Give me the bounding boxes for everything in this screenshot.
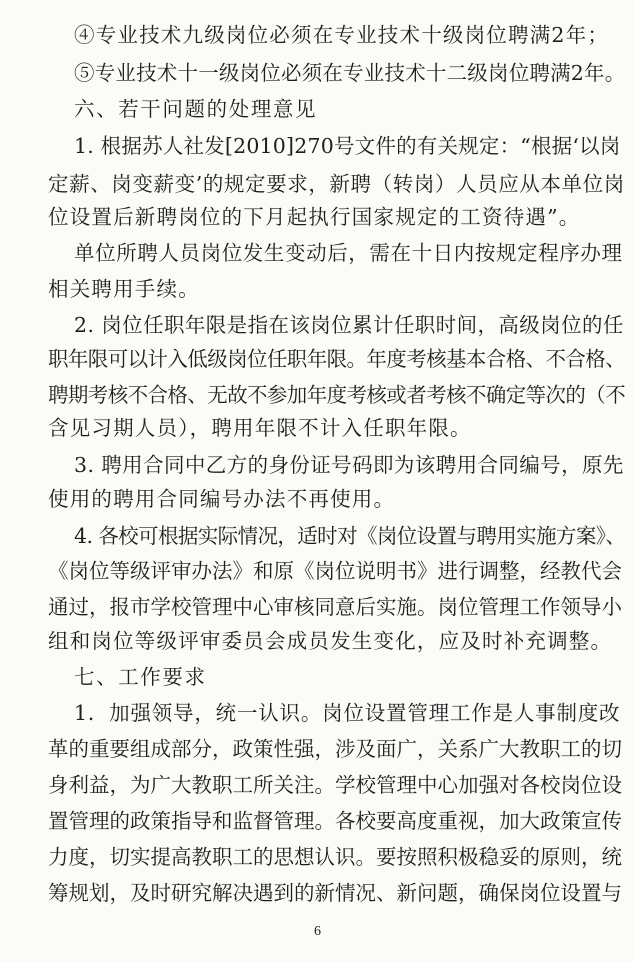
text-line: 置管理的政策指导和监督管理。各校要高度重视，加大政策宣传 (48, 809, 622, 833)
text-line: 力度，切实提高教职工的思想认识。要按照积极稳妥的原则，统 (48, 845, 622, 869)
text-line: 1．加强领导，统一认识。岗位设置管理工作是人事制度改 (74, 701, 621, 725)
text-line: 定薪、岗变薪变’的规定要求，新聘（转岗）人员应从本单位岗 (48, 172, 625, 196)
text-line: 聘期考核不合格、无故不参加年度考核或者考核不确定等次的（不 (48, 383, 626, 407)
text-line: ④专业技术九级岗位必须在专业技术十级岗位聘满2年； (74, 23, 610, 47)
text-line: 筹规划，及时研究解决遇到的新情况、新问题，确保岗位设置与 (48, 881, 622, 905)
text-line: 身利益，为广大教职工所关注。学校管理中心加强对各校岗位设 (48, 773, 622, 797)
text-line: 使用的聘用合同编号办法不再使用。 (48, 487, 396, 511)
section-heading: 六、若干问题的处理意见 (74, 97, 318, 121)
text-line: 《岗位等级评审办法》和原《岗位说明书》进行调整，经教代会 (48, 559, 622, 583)
text-line: 革的重要组成部分，政策性强，涉及面广，关系广大教职工的切 (48, 737, 622, 761)
text-line: 职年限可以计入低级岗位任职年限。年度考核基本合格、不合格、 (48, 347, 626, 371)
text-line: 2. 岗位任职年限是指在该岗位累计任职时间，高级岗位的任 (74, 313, 624, 337)
text-line: 4. 各校可根据实际情况，适时对《岗位设置与聘用实施方案》、 (74, 524, 626, 548)
text-line: 含见习期人员），聘用年限不计入任职年限。 (48, 416, 472, 440)
text-line: ⑤专业技术十一级岗位必须在专业技术十二级岗位聘满2年。 (74, 61, 626, 85)
text-line: 通过，报市学校管理中心审核同意后实施。岗位管理工作领导小 (48, 595, 622, 619)
text-line: 位设置后新聘岗位的下月起执行国家规定的工资待遇”。 (48, 205, 581, 229)
section-heading: 七、工作要求 (74, 665, 207, 689)
text-line: 相关聘用手续。 (48, 277, 200, 301)
text-line: 组和岗位等级评审委员会成员发生变化，应及时补充调整。 (48, 629, 613, 653)
page-number: 6 (314, 924, 321, 939)
text-line: 1. 根据苏人社发[2010]270号文件的有关规定：“根据‘以岗 (74, 134, 621, 158)
text-line: 3. 聘用合同中乙方的身份证号码即为该聘用合同编号，原先 (74, 453, 624, 477)
text-line: 单位所聘人员岗位发生变动后，需在十日内按规定程序办理 (74, 241, 623, 265)
